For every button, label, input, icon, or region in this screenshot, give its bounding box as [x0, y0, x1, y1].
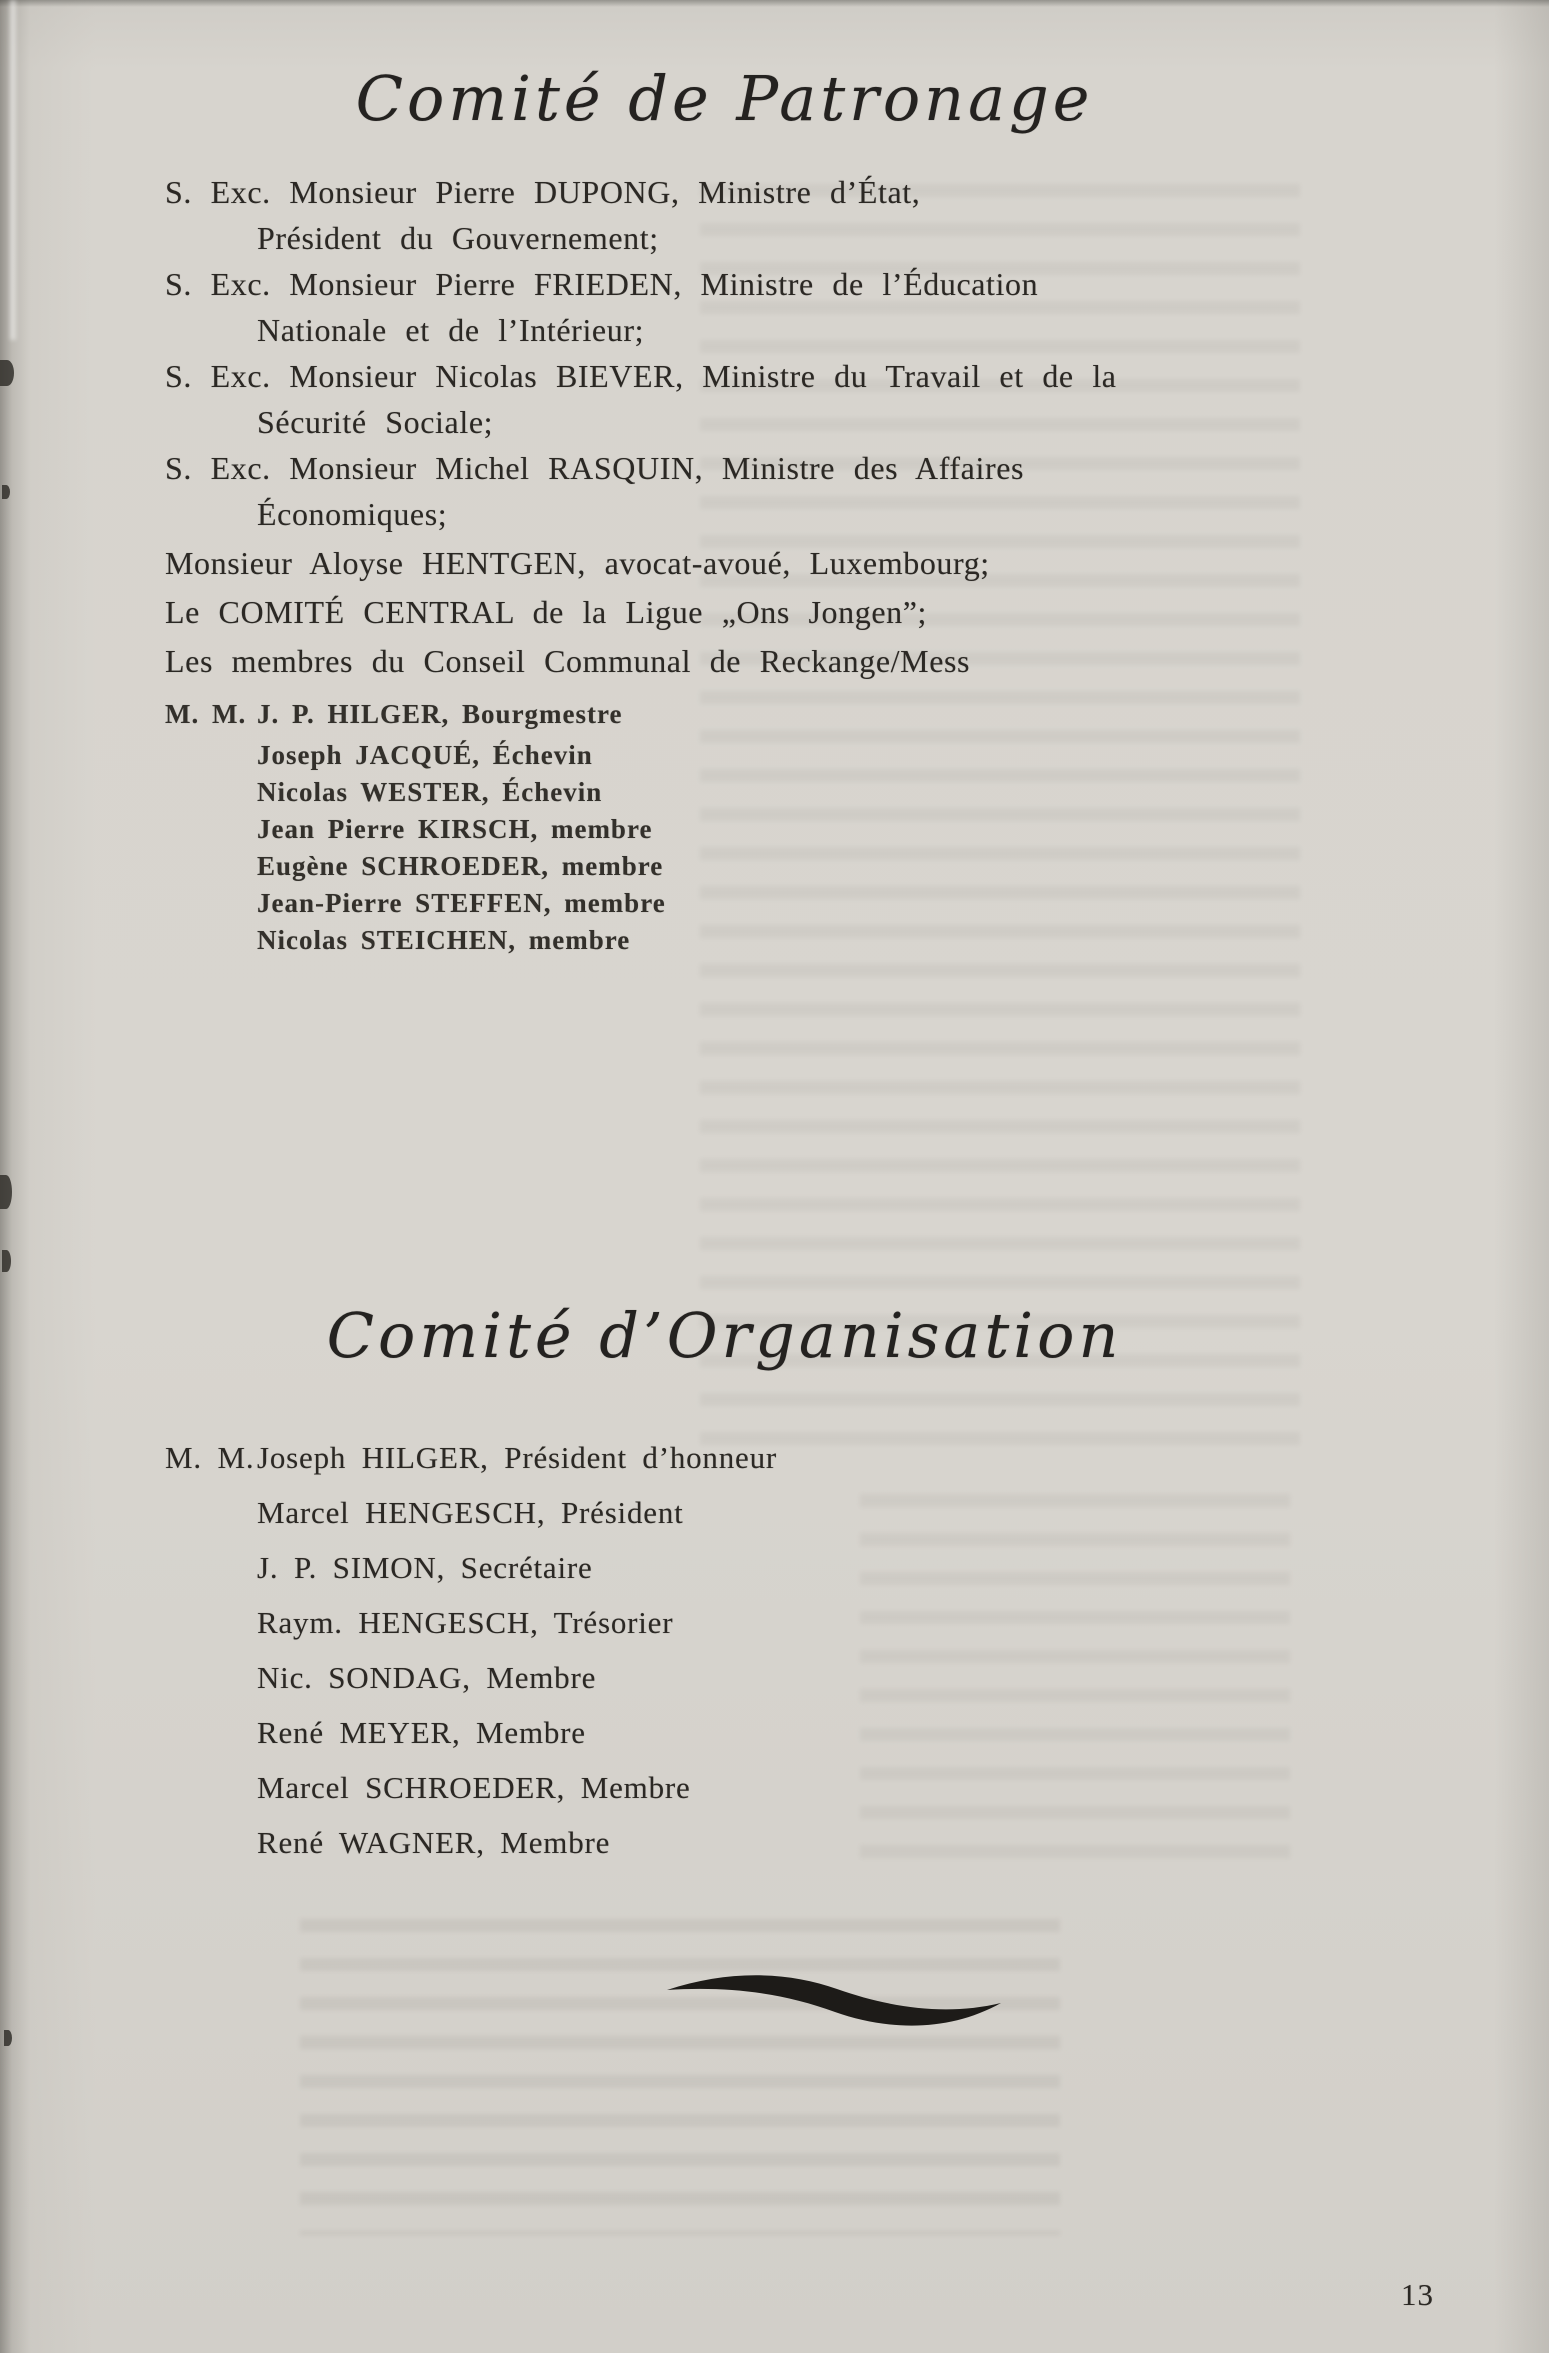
- council-members-list: [165, 692, 1394, 959]
- entry-line: S. Exc. Monsieur Michel RASQUIN, Ministre des Affaires: [165, 450, 1025, 486]
- patronage-entry: [165, 353, 1394, 445]
- entry-line: S. Exc. Monsieur Pierre FRIEDEN, Ministre de l’Éducation: [165, 266, 1039, 302]
- organisation-member: Marcel HENGESCH, Président: [257, 1495, 684, 1530]
- council-member: Jean Pierre KIRSCH, membre: [257, 814, 653, 844]
- organisation-member: René WAGNER, Membre: [257, 1825, 611, 1860]
- entry-line: Nationale et de l’Intérieur;: [257, 312, 645, 348]
- council-member: Joseph JACQUÉ, Échevin: [257, 740, 593, 770]
- council-member: Nicolas STEICHEN, membre: [257, 925, 631, 955]
- entry-line: S. Exc. Monsieur Nicolas BIEVER, Ministre du Travail et de la: [165, 358, 1117, 394]
- page-number: 13: [1401, 2277, 1434, 2312]
- entry-line: Sécurité Sociale;: [257, 404, 494, 440]
- council-prefix: M. M.: [165, 699, 247, 729]
- organisation-members-list: [165, 1430, 1394, 1870]
- patronage-list: [165, 169, 1394, 959]
- entry-line: Économiques;: [257, 496, 448, 532]
- organisation-member: Nic. SONDAG, Membre: [257, 1660, 597, 1695]
- council-member: Eugène SCHROEDER, membre: [257, 851, 664, 881]
- flourish-swash-icon: [665, 1962, 1005, 2048]
- organisation-prefix: M. M.: [165, 1440, 255, 1475]
- organisation-member: René MEYER, Membre: [257, 1715, 586, 1750]
- organisation-member: J. P. SIMON, Secrétaire: [257, 1550, 593, 1585]
- patronage-entry: [165, 445, 1394, 537]
- organisation-title: Comité d’Organisation: [326, 1299, 1123, 1372]
- entry-line: Président du Gouvernement;: [257, 220, 659, 256]
- patronage-line: Les membres du Conseil Communal de Reckange/Mess: [165, 643, 971, 679]
- entry-line: S. Exc. Monsieur Pierre DUPONG, Ministre d’État,: [165, 174, 921, 210]
- patronage-title: Comité de Patronage: [355, 62, 1094, 135]
- organisation-member: Joseph HILGER, Président d’honneur: [257, 1440, 778, 1475]
- council-member: J. P. HILGER, Bourgmestre: [257, 699, 623, 729]
- organisation-member: Marcel SCHROEDER, Membre: [257, 1770, 691, 1805]
- patronage-line: Le COMITÉ CENTRAL de la Ligue „Ons Jongen”;: [165, 594, 928, 630]
- organisation-member: Raym. HENGESCH, Trésorier: [257, 1605, 674, 1640]
- patronage-entry: [165, 169, 1394, 261]
- patronage-line: Monsieur Aloyse HENTGEN, avocat-avoué, Luxembourg;: [165, 545, 990, 581]
- council-member: Nicolas WESTER, Échevin: [257, 777, 603, 807]
- council-member: Jean-Pierre STEFFEN, membre: [257, 888, 666, 918]
- patronage-entry: [165, 261, 1394, 353]
- organisation-row: [165, 1430, 1394, 1485]
- council-row: [165, 692, 1394, 737]
